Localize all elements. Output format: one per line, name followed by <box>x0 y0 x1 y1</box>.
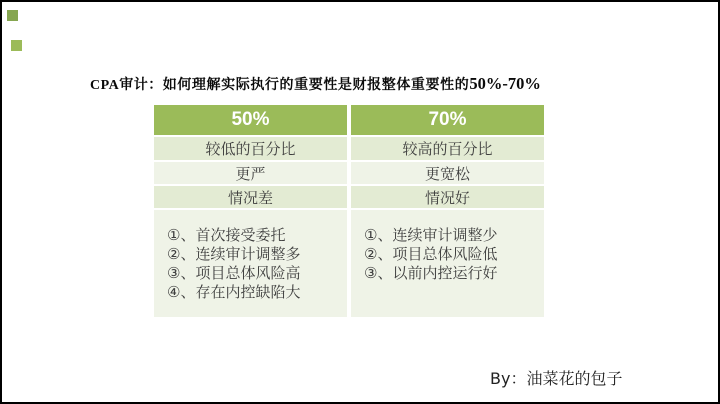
green-square-decoration-top <box>7 10 18 21</box>
list-item: ④、存在内控缺陷大 <box>167 283 301 301</box>
cell-looser: 更宽松 <box>351 162 544 184</box>
list-item: ①、首次接受委托 <box>167 226 286 244</box>
list-item: ②、项目总体风险低 <box>364 245 498 263</box>
header-cell-50: 50% <box>154 105 347 135</box>
list-item: ③、项目总体风险高 <box>167 264 301 282</box>
slide-title <box>90 75 650 95</box>
author-byline: By：油菜花的包子 <box>490 369 623 388</box>
green-square-decoration-bottom <box>11 40 22 51</box>
title-prefix: CPA审计： <box>90 78 163 93</box>
cell-lower-percentage: 较低的百分比 <box>154 137 347 160</box>
list-cell-70-conditions <box>351 210 544 317</box>
table-list-row <box>154 210 544 317</box>
table-row <box>154 137 544 160</box>
header-cell-70: 70% <box>351 105 544 135</box>
cell-higher-percentage: 较高的百分比 <box>351 137 544 160</box>
list-item: ③、以前内控运行好 <box>364 264 498 282</box>
list-cell-50-conditions <box>154 210 347 317</box>
table-row <box>154 162 544 184</box>
table-header-row <box>154 105 544 135</box>
cell-stricter: 更严 <box>154 162 347 184</box>
cell-situation-good: 情况好 <box>351 186 544 208</box>
title-body: 如何理解实际执行的重要性是财报整体重要性的 <box>162 78 470 93</box>
cell-situation-bad: 情况差 <box>154 186 347 208</box>
title-percentage-range: 50%-70% <box>469 74 541 93</box>
table-row <box>154 186 544 208</box>
list-item: ②、连续审计调整多 <box>167 245 301 263</box>
list-item: ①、连续审计调整少 <box>364 226 498 244</box>
comparison-table <box>154 105 544 317</box>
